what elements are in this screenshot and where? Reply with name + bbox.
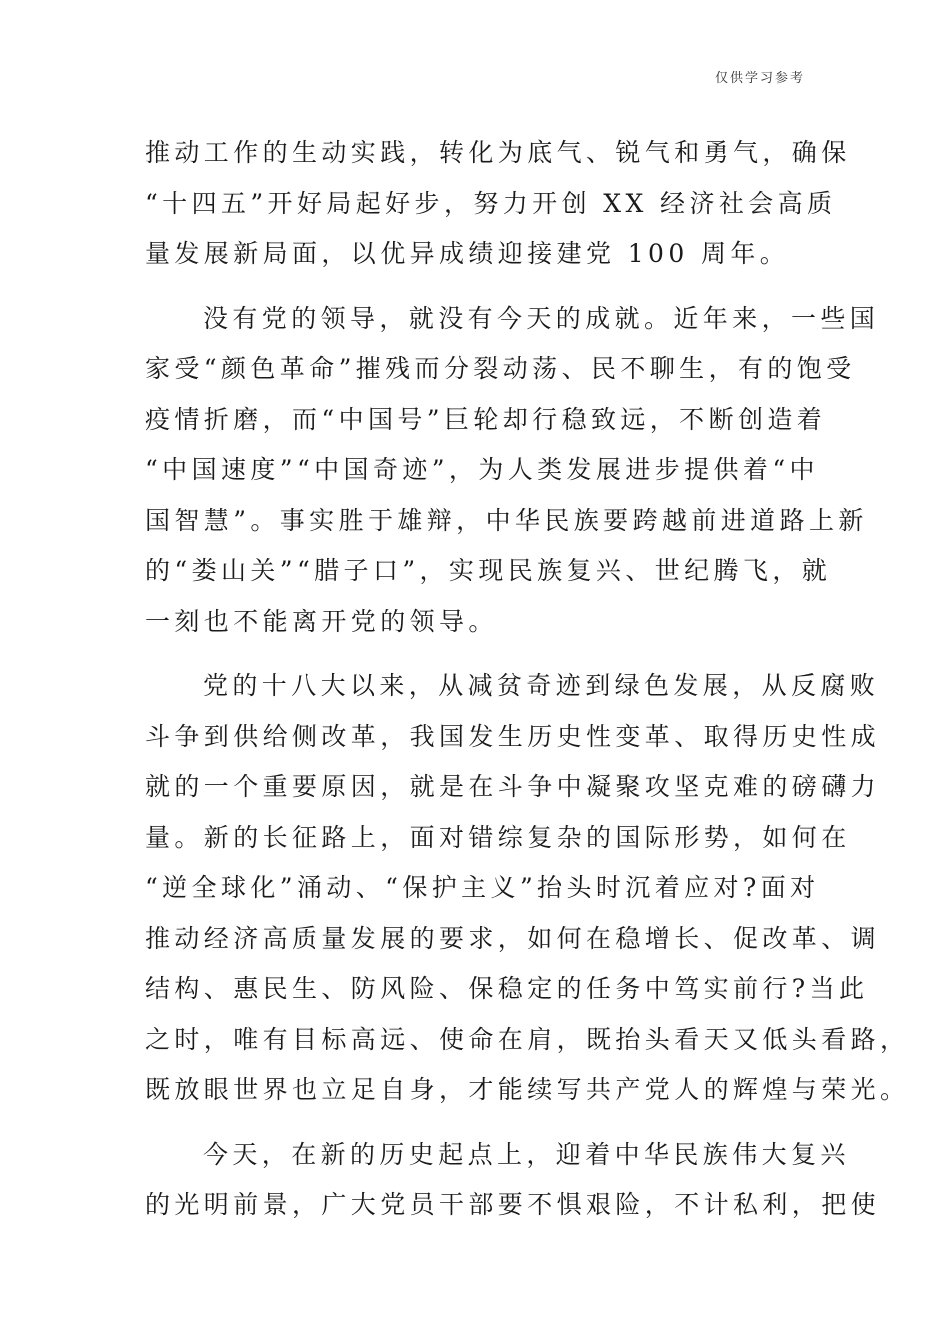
- text-line: 一刻也不能离开党的领导。: [145, 606, 498, 636]
- text-line: “十四五”开好局起好步，努力开创 XX 经济社会高质: [145, 188, 837, 218]
- text-line: 的“娄山关”“腊子口”，实现民族复兴、世纪腾飞，就: [145, 556, 832, 585]
- text-line: 量发展新局面，以优异成绩迎接建党 100 周年。: [145, 239, 790, 268]
- paragraph-4: [145, 1135, 881, 1236]
- text-line: 没有党的领导，就没有今天的成就。近年来，一些国: [203, 303, 880, 333]
- text-line: “逆全球化”涌动、“保护主义”抬头时沉着应对?面对: [145, 873, 820, 902]
- text-line: 疫情折磨，而“中国号”巨轮却行稳致远，不断创造着: [145, 404, 827, 434]
- document-body: [145, 133, 910, 1236]
- text-line: 今天，在新的历史起点上，迎着中华民族伟大复兴: [203, 1139, 850, 1169]
- text-line: 就的一个重要原因，就是在斗争中凝聚攻坚克难的磅礴力: [145, 772, 881, 801]
- text-line: 斗争到供给侧改革，我国发生历史性变革、取得历史性成: [145, 721, 881, 751]
- text-line: 的光明前景，广大党员干部要不惧艰险，不计私利，把使: [145, 1190, 881, 1219]
- text-line: 国智慧”。事实胜于雄辩，中华民族要跨越前进道路上新: [145, 505, 868, 535]
- text-line: 党的十八大以来，从减贫奇迹到绿色发展，从反腐败: [203, 671, 880, 700]
- text-line: 家受“颜色革命”摧残而分裂动荡、民不聊生，有的饱受: [145, 354, 856, 383]
- paragraph-2: [145, 299, 880, 653]
- text-line: 量。新的长征路上，面对错综复杂的国际形势，如何在: [145, 822, 851, 852]
- text-line: “中国速度”“中国奇迹”，为人类发展进步提供着“中: [145, 455, 819, 484]
- text-line: 推动经济高质量发展的要求，如何在稳增长、促改革、调: [145, 923, 881, 953]
- text-line: 既放眼世界也立足自身，才能续写共产党人的辉煌与荣光。: [145, 1075, 910, 1104]
- text-line: 推动工作的生动实践，转化为底气、锐气和勇气，确保: [145, 138, 851, 167]
- text-line: 之时，唯有目标高远、使命在肩，既抬头看天又低头看路，: [145, 1024, 910, 1054]
- header-note: 仅供学习参考: [714, 71, 805, 86]
- paragraph-1: [145, 133, 851, 285]
- paragraph-3: [145, 666, 910, 1121]
- text-line: 结构、惠民生、防风险、保稳定的任务中笃实前行?当此: [145, 974, 869, 1003]
